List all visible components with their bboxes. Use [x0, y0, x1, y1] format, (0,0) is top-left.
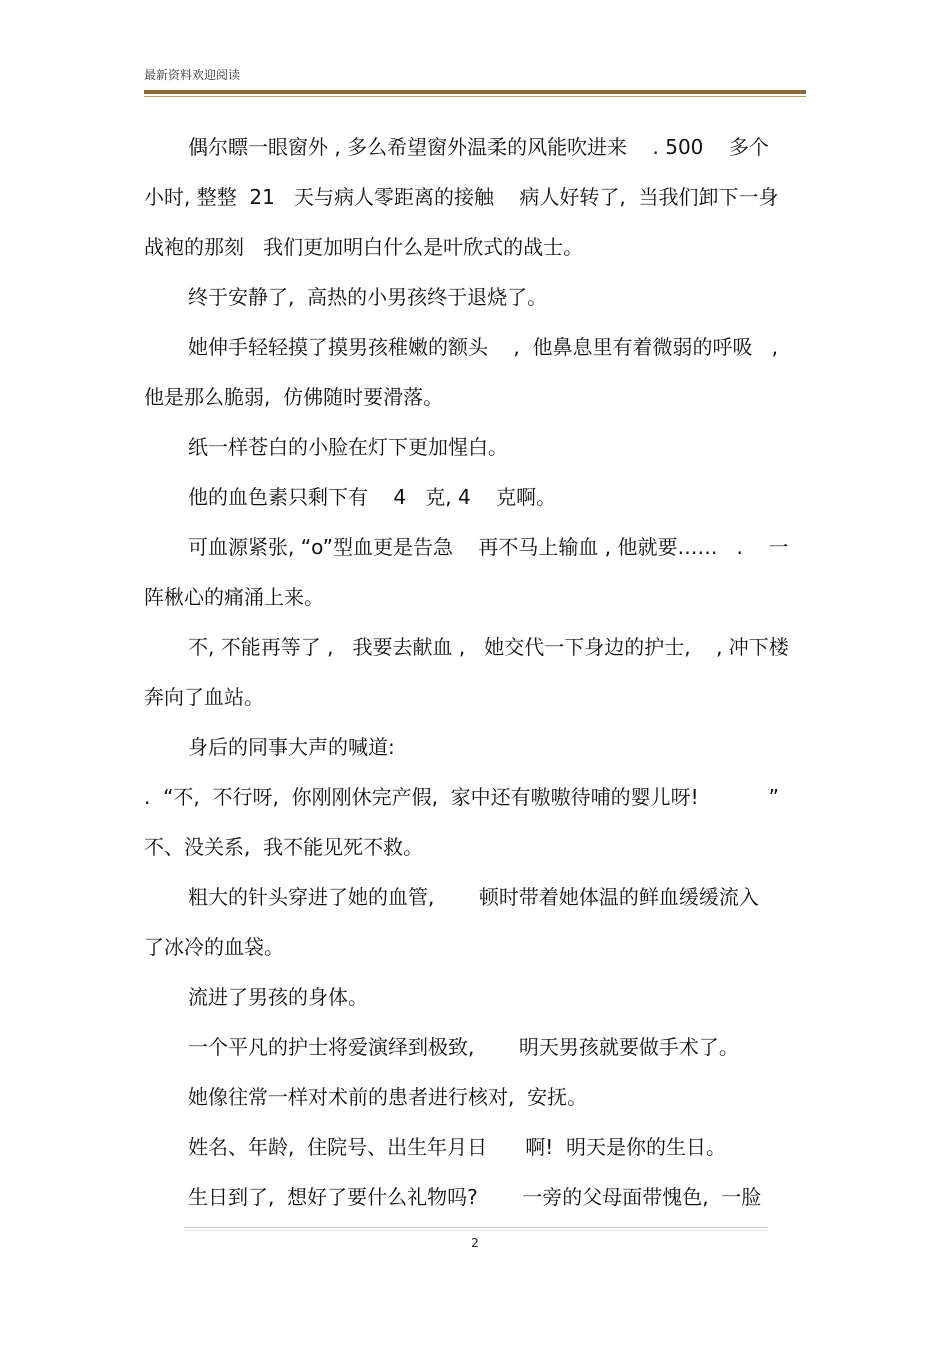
text-line: 奔向了血站。 [144, 685, 264, 709]
text-line: 阵楸心的痛涌上来。 [144, 585, 324, 609]
text-line: 纸一样苍白的小脸在灯下更加惺白。 [188, 435, 508, 459]
text-line: 一个平凡的护士将爱演绎到极致, 明天男孩就要做手术了。 [188, 1035, 739, 1059]
text-line: 不、没关系, 我不能见死不救。 [144, 835, 424, 859]
text-line: 生日到了, 想好了要什么礼物吗? 一旁的父母面带愧色, 一脸 [188, 1185, 762, 1209]
page-number: 2 [471, 1236, 479, 1250]
text-line: 他是那么脆弱, 仿佛随时要滑落。 [144, 385, 444, 409]
document-body [144, 122, 808, 1222]
footer-rule-light [184, 1230, 768, 1231]
text-line: 小时, 整整 21 天与病人零距离的接触 病人好转了, 当我们卸下一身 [144, 185, 779, 209]
text-line: 身后的同事大声的喊道: [188, 735, 395, 759]
text-line: 偶尔瞟一眼窗外 , 多么希望窗外温柔的风能吹进来 . 500 多个 [188, 135, 769, 159]
text-line: 姓名、年龄, 住院号、出生年月日 啊! 明天是你的生日。 [188, 1135, 726, 1159]
text-line: . “不, 不行呀, 你刚刚休完产假, 家中还有嗷嗷待哺的婴儿呀! ” [144, 785, 779, 809]
text-line: 了冰冷的血袋。 [144, 935, 284, 959]
text-line: 她像往常一样对术前的患者进行核对, 安抚。 [188, 1085, 588, 1109]
footer-rule [184, 1227, 768, 1228]
text-line: 粗大的针头穿进了她的血管, 顿时带着她体温的鲜血缓缓流入 [188, 885, 759, 909]
header-rule-thick [144, 90, 806, 94]
page-header-text: 最新资料欢迎阅读 [144, 68, 241, 82]
text-line: 终于安静了, 高热的小男孩终于退烧了。 [188, 285, 548, 309]
text-line: 他的血色素只剩下有 4 克, 4 克啊。 [188, 485, 557, 509]
text-line: 战袍的那刻 我们更加明白什么是叶欣式的战士。 [144, 235, 584, 259]
header-rule-thin [144, 96, 806, 97]
text-line: 流进了男孩的身体。 [188, 985, 368, 1009]
text-line: 可血源紧张, “o”型血更是告急 再不马上输血 , 他就要…… . 一 [188, 535, 789, 559]
text-line: 不, 不能再等了 , 我要去献血 , 她交代一下身边的护士, , 冲下楼 [188, 635, 789, 659]
text-line: 她伸手轻轻摸了摸男孩稚嫩的额头 , 他鼻息里有着微弱的呼吸 , [188, 335, 778, 359]
